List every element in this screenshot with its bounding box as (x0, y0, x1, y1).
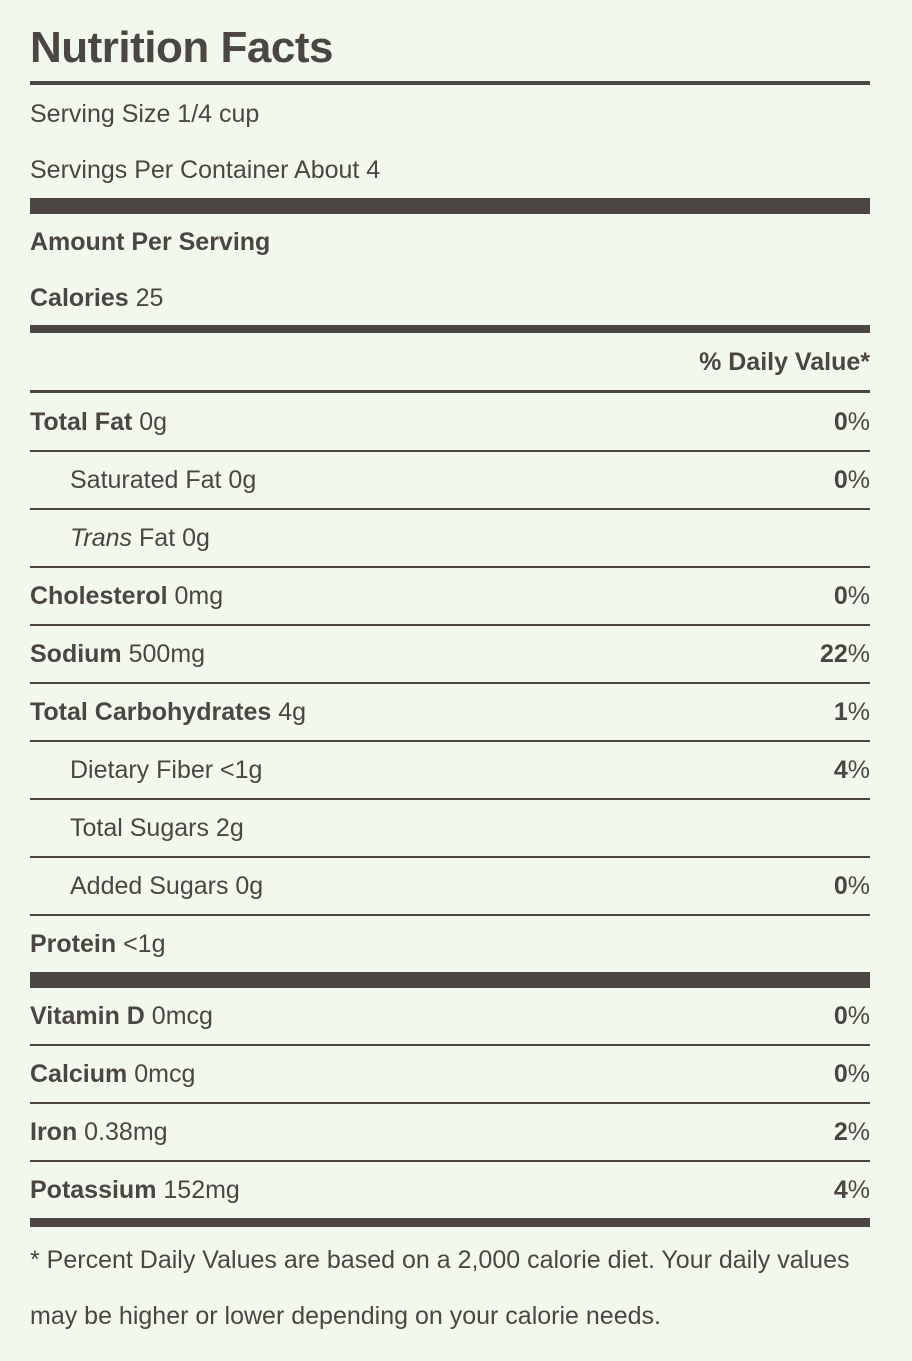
calories-value: 25 (135, 284, 164, 312)
vitamin-label: Iron (30, 1118, 78, 1146)
percent-sign: % (847, 466, 870, 494)
nutrient-amount: <1g (123, 930, 166, 958)
nutrient-daily-value (834, 407, 870, 437)
vitamin-name (30, 1059, 195, 1089)
percent-sign: % (847, 698, 870, 726)
dv-number: 0 (833, 1002, 848, 1030)
percent-sign: % (847, 408, 870, 436)
nutrient-label: Dietary Fiber <1g (70, 756, 263, 784)
dv-number: 0 (833, 466, 848, 494)
vitamin-row-calcium (30, 1059, 870, 1089)
nutrient-amount: 0mg (174, 582, 224, 610)
dv-number: 2 (833, 1118, 848, 1146)
nutrient-label: Added Sugars 0g (70, 872, 264, 900)
daily-value-header-row (30, 347, 870, 377)
row-divider (30, 566, 870, 568)
vitamin-name (30, 1117, 168, 1147)
vitamin-amount: 0mcg (151, 1002, 213, 1030)
vitamin-amount: 0.38mg (84, 1118, 168, 1146)
vitamin-label: Calcium (30, 1060, 128, 1088)
rule-daily-value (30, 390, 870, 393)
medium-rule-footer (30, 1218, 870, 1227)
percent-sign: % (847, 1176, 870, 1204)
dv-number: 0 (833, 1060, 848, 1088)
nutrient-name (30, 407, 167, 437)
nutrient-daily-value (834, 871, 870, 901)
nutrient-label: Cholesterol (30, 582, 168, 610)
nutrient-amount: 4g (278, 698, 307, 726)
row-divider (30, 856, 870, 858)
panel-title: Nutrition Facts (30, 23, 333, 72)
vitamin-label: Vitamin D (30, 1002, 145, 1030)
servings-per-container: Servings Per Container About 4 (30, 156, 381, 184)
dv-number: 4 (833, 756, 848, 784)
row-divider (30, 740, 870, 742)
dv-number: 22 (819, 640, 848, 668)
dv-number: 1 (833, 698, 848, 726)
nutrient-row-total-fat (30, 407, 870, 437)
vitamin-row-potassium (30, 1175, 870, 1205)
nutrient-label-rest: Fat 0g (139, 524, 210, 552)
row-divider (30, 798, 870, 800)
row-divider (30, 508, 870, 510)
nutrient-daily-value (834, 465, 870, 495)
row-divider (30, 450, 870, 452)
amount-per-serving: Amount Per Serving (30, 228, 271, 256)
row-divider (30, 1102, 870, 1104)
nutrient-name (70, 523, 210, 553)
vitamin-amount: 0mcg (134, 1060, 196, 1088)
title-rule (30, 81, 870, 85)
vitamin-amount: 152mg (163, 1176, 240, 1204)
vitamin-label: Potassium (30, 1176, 157, 1204)
nutrient-daily-value (820, 639, 870, 669)
nutrient-row-protein (30, 929, 870, 959)
nutrient-row-saturated-fat (30, 465, 870, 495)
dv-number: 0 (833, 872, 848, 900)
row-divider (30, 682, 870, 684)
thick-rule-vitamins (30, 972, 870, 988)
daily-value-header: % Daily Value* (699, 348, 870, 376)
nutrient-name (30, 639, 205, 669)
nutrient-row-added-sugars (30, 871, 870, 901)
nutrient-label: Total Sugars 2g (70, 814, 244, 842)
vitamin-row-vitamin-d (30, 1001, 870, 1031)
nutrient-name (30, 581, 223, 611)
row-divider (30, 624, 870, 626)
nutrient-row-sodium (30, 639, 870, 669)
nutrient-row-total-sugars (30, 813, 870, 843)
percent-sign: % (847, 1060, 870, 1088)
vitamin-name (30, 1001, 213, 1031)
nutrient-label: Total Fat (30, 408, 133, 436)
nutrient-label: Total Carbohydrates (30, 698, 272, 726)
row-divider (30, 914, 870, 916)
percent-sign: % (847, 640, 870, 668)
nutrient-row-cholesterol (30, 581, 870, 611)
vitamin-daily-value (834, 1001, 870, 1031)
calories-label-group (30, 283, 163, 313)
serving-size: Serving Size 1/4 cup (30, 100, 260, 128)
vitamin-daily-value (834, 1059, 870, 1089)
nutrient-daily-value (834, 755, 870, 785)
nutrient-amount: 0g (139, 408, 168, 436)
dv-number: 0 (833, 408, 848, 436)
percent-sign: % (847, 1002, 870, 1030)
medium-rule-calories (30, 325, 870, 333)
nutrient-row-dietary-fiber (30, 755, 870, 785)
vitamin-daily-value (834, 1175, 870, 1205)
nutrient-name (30, 697, 306, 727)
row-divider (30, 1160, 870, 1162)
nutrient-label: Sodium (30, 640, 122, 668)
dv-number: 0 (833, 582, 848, 610)
vitamin-daily-value (834, 1117, 870, 1147)
percent-sign: % (847, 1118, 870, 1146)
nutrient-label: Saturated Fat 0g (70, 466, 257, 494)
nutrient-daily-value (834, 697, 870, 727)
vitamin-row-iron (30, 1117, 870, 1147)
nutrient-name (30, 929, 166, 959)
nutrient-amount: 500mg (128, 640, 206, 668)
calories-label: Calories (30, 284, 129, 312)
nutrient-label: Protein (30, 930, 117, 958)
nutrient-row-trans-fat (30, 523, 870, 553)
nutrient-label-italic: Trans (70, 524, 133, 552)
thick-rule-top (30, 198, 870, 214)
vitamin-name (30, 1175, 240, 1205)
percent-sign: % (847, 582, 870, 610)
footnote: * Percent Daily Values are based on a 2,000 calorie diet. Your daily values may be higher or lower depending on your calorie needs. (30, 1246, 850, 1330)
dv-number: 4 (833, 1176, 848, 1204)
nutrient-daily-value (834, 581, 870, 611)
row-divider (30, 1044, 870, 1046)
percent-sign: % (847, 756, 870, 784)
nutrient-row-total-carbohydrates (30, 697, 870, 727)
calories-row (30, 283, 870, 313)
percent-sign: % (847, 872, 870, 900)
